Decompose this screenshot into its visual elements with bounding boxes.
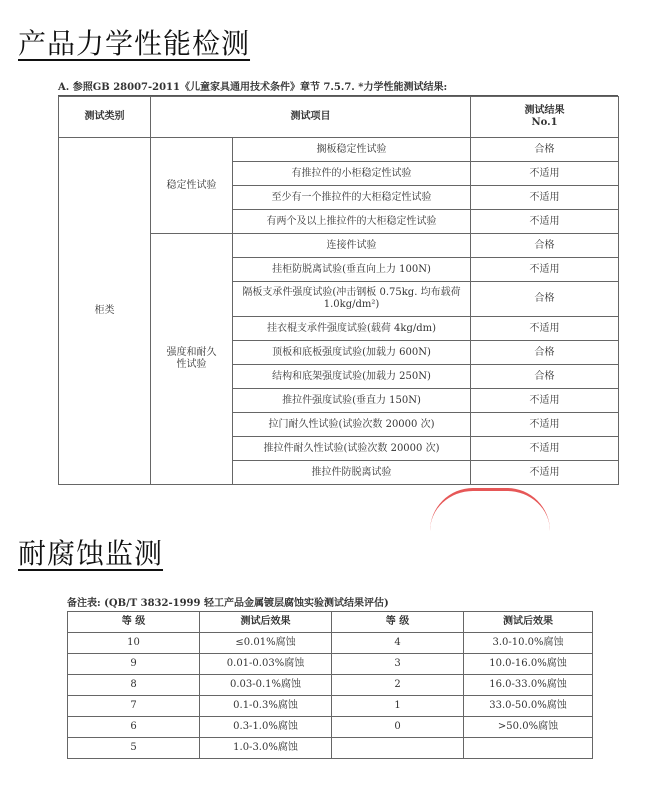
table-cell: 0 [332,717,464,738]
test-item-cell: 有推拉件的小柜稳定性试验 [233,162,471,186]
table-cell: 6 [68,717,200,738]
table-cell: 10 [68,633,200,654]
table-cell: 0.1-0.3%腐蚀 [200,696,332,717]
test-item-cell: 有两个及以上推拉件的大柜稳定性试验 [233,210,471,234]
table-row [68,633,593,654]
table-cell: 0.03-0.1%腐蚀 [200,675,332,696]
test-result-cell: 不适用 [471,162,619,186]
table-cell: 1.0-3.0%腐蚀 [200,738,332,759]
table-cell: 3 [332,654,464,675]
section-heading-corrosion: 耐腐蚀监测 [18,537,164,570]
table-row [68,675,593,696]
column-header: 等 级 [332,612,464,633]
table-cell: 3.0-10.0%腐蚀 [464,633,593,654]
test-item-cell: 推拉件耐久性试验(试验次数 20000 次) [233,437,471,461]
test-item-cell: 搁板稳定性试验 [233,138,471,162]
column-header: 测试后效果 [200,612,332,633]
group-cell: 稳定性试验 [151,138,233,234]
header-result [471,97,619,138]
corrosion-rating-table-block [67,597,592,759]
table-row [68,654,593,675]
header-row [59,97,619,138]
header-row [68,612,593,633]
test-item-cell: 拉门耐久性试验(试验次数 20000 次) [233,413,471,437]
table-cell: 9 [68,654,200,675]
mechanical-test-report [58,80,618,485]
table-row [68,738,593,759]
test-result-cell: 不适用 [471,210,619,234]
table-cell: 16.0-33.0%腐蚀 [464,675,593,696]
test-item-cell: 挂衣棍支承件强度试验(载荷 4kg/dm) [233,317,471,341]
test-result-cell: 合格 [471,365,619,389]
table-cell: ≤0.01%腐蚀 [200,633,332,654]
test-result-cell: 不适用 [471,413,619,437]
table-cell: 0.3-1.0%腐蚀 [200,717,332,738]
test-result-cell: 合格 [471,138,619,162]
header-item: 测试项目 [151,97,471,138]
test-item-cell: 结构和底架强度试验(加载力 250N) [233,365,471,389]
table-cell: 5 [68,738,200,759]
table-cell: 4 [332,633,464,654]
table-row [59,138,619,162]
reference-line: A. 参照GB 28007-2011《儿童家具通用技术条件》章节 7.5.7. *力学性能测试结果: [58,80,618,96]
table-cell: 8 [68,675,200,696]
header-result-line1: 测试结果 [524,105,565,116]
group-cell: 强度和耐久性试验 [151,234,233,485]
corrosion-rating-table [67,611,593,759]
table-row [68,717,593,738]
table-row [68,696,593,717]
mechanical-results-table [58,96,619,485]
test-item-cell: 挂柜防脱离试验(垂直向上力 100N) [233,258,471,282]
test-result-cell: 不适用 [471,317,619,341]
header-category: 测试类别 [59,97,151,138]
test-result-cell: 合格 [471,282,619,317]
red-seal-stamp [430,488,550,531]
category-cell: 柜类 [59,138,151,485]
table-cell: >50.0%腐蚀 [464,717,593,738]
test-result-cell: 合格 [471,234,619,258]
test-item-cell: 推拉件强度试验(垂直力 150N) [233,389,471,413]
column-header: 等 级 [68,612,200,633]
test-item-cell: 隔板支承件强度试验(冲击钢板 0.75kg. 均布载荷 1.0kg/dm²) [233,282,471,317]
test-result-cell: 不适用 [471,389,619,413]
test-result-cell: 不适用 [471,461,619,485]
test-item-cell: 至少有一个推拉件的大柜稳定性试验 [233,186,471,210]
corrosion-note: 备注表: (QB/T 3832-1999 轻工产品金属镀层腐蚀实验测试结果评估) [67,598,389,609]
section-heading-mechanical: 产品力学性能检测 [18,27,251,60]
table-cell: 7 [68,696,200,717]
test-result-cell: 不适用 [471,258,619,282]
header-result-line2: No.1 [531,117,558,128]
column-header: 测试后效果 [464,612,593,633]
table-cell [464,738,593,759]
test-result-cell: 不适用 [471,437,619,461]
test-item-cell: 顶板和底板强度试验(加载力 600N) [233,341,471,365]
test-item-cell: 连接件试验 [233,234,471,258]
table-cell: 10.0-16.0%腐蚀 [464,654,593,675]
table-cell: 0.01-0.03%腐蚀 [200,654,332,675]
test-result-cell: 合格 [471,341,619,365]
table-cell: 1 [332,696,464,717]
table-cell: 2 [332,675,464,696]
table-cell [332,738,464,759]
test-result-cell: 不适用 [471,186,619,210]
test-item-cell: 推拉件防脱离试验 [233,461,471,485]
table-cell: 33.0-50.0%腐蚀 [464,696,593,717]
